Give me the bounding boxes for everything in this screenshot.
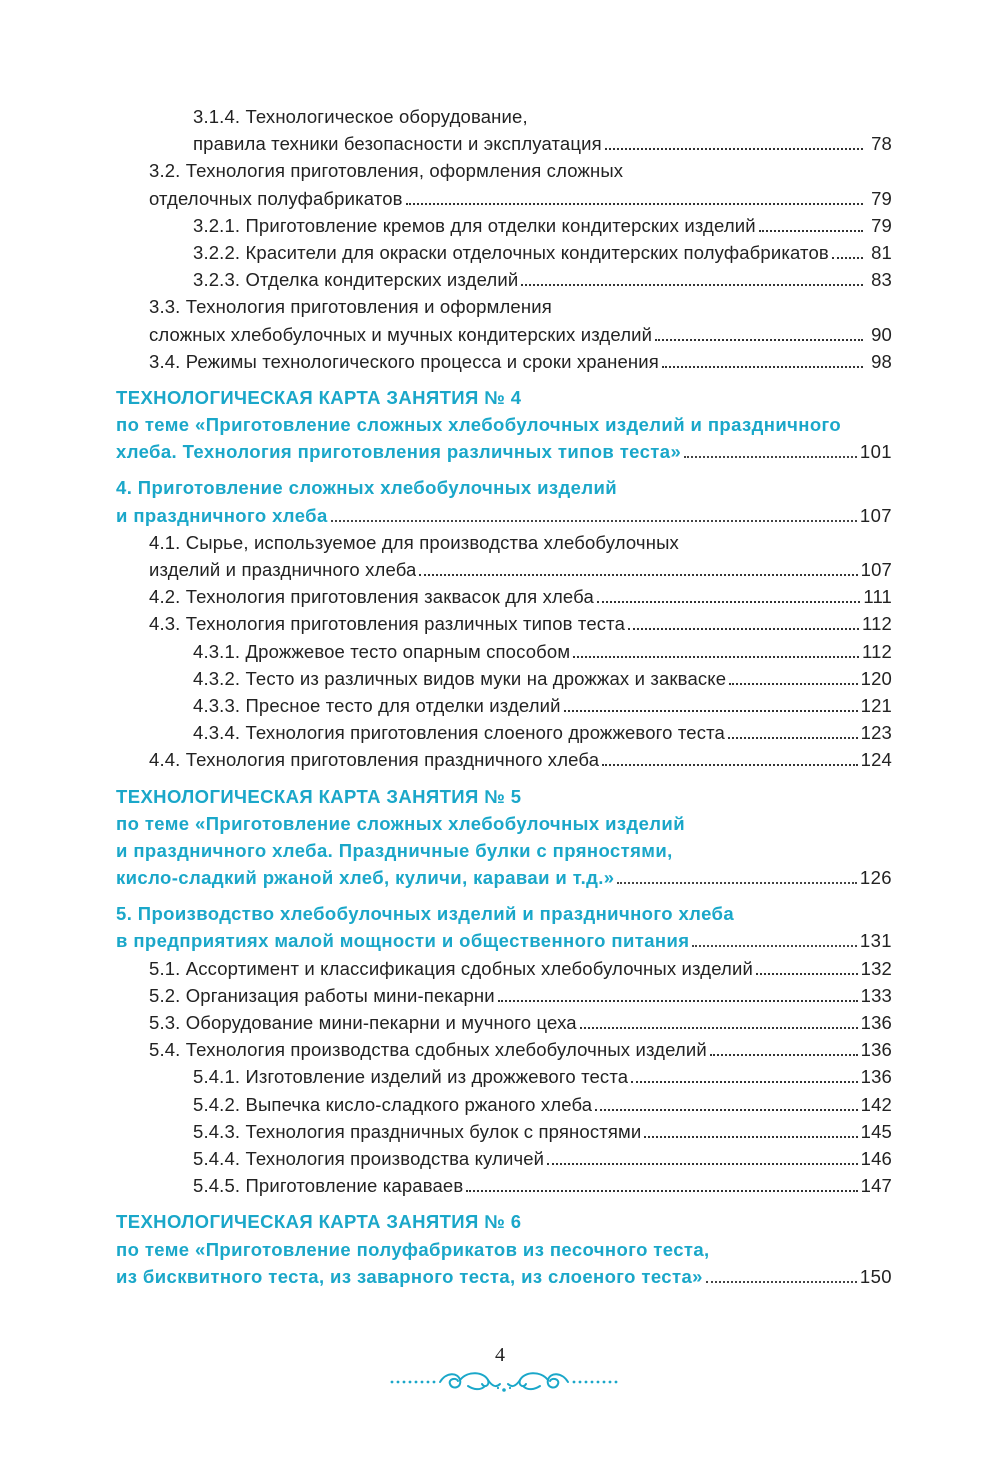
toc-page-number: 120 bbox=[860, 667, 892, 689]
toc-entry-title: 5.4.4. Технология производства куличей bbox=[193, 1147, 545, 1169]
toc-entry-title: 3.2. Технология приготовления, оформления сложных bbox=[149, 160, 624, 182]
toc-entry-title: 5. Производство хлебобулочных изделий и праздничного хлеба bbox=[116, 903, 735, 925]
toc-entry-line bbox=[116, 556, 892, 583]
toc-entry-title: ТЕХНОЛОГИЧЕСКАЯ КАРТА ЗАНЯТИЯ № 6 bbox=[116, 1211, 522, 1233]
dot-leader bbox=[655, 339, 863, 341]
dot-leader bbox=[547, 1163, 858, 1165]
toc-page-number: 150 bbox=[859, 1265, 892, 1287]
toc-entry-line bbox=[116, 1118, 892, 1145]
toc-page-number: 145 bbox=[860, 1120, 892, 1142]
toc-page-number: 79 bbox=[871, 214, 892, 236]
page-number: 4 bbox=[495, 1344, 505, 1366]
toc-entry-title: кисло-сладкий ржаной хлеб, куличи, караваи и т.д.» bbox=[116, 867, 615, 889]
toc-entry-line bbox=[116, 1063, 892, 1090]
toc-entry-title: отделочных полуфабрикатов bbox=[149, 187, 403, 209]
toc-entry-line bbox=[116, 1172, 892, 1199]
toc-entry-title: по теме «Приготовление сложных хлебобулочных изделий bbox=[116, 812, 685, 834]
toc-page-number: 126 bbox=[859, 867, 892, 889]
toc-entry-title: 4.3.4. Технология приготовления слоеного дрожжевого теста bbox=[193, 722, 725, 744]
toc-entry-line bbox=[116, 583, 892, 610]
toc-entry-line bbox=[116, 610, 892, 637]
toc-entry-title: хлеба. Технология приготовления различных типов теста» bbox=[116, 441, 682, 463]
toc-page-number: 132 bbox=[860, 957, 892, 979]
toc-heading-line bbox=[116, 810, 892, 837]
toc-entry-line bbox=[116, 1009, 892, 1036]
toc-entry-title: в предприятиях малой мощности и общественного питания bbox=[116, 930, 690, 952]
section-gap bbox=[116, 465, 892, 474]
section-gap bbox=[116, 891, 892, 900]
toc-page-number: 136 bbox=[860, 1039, 892, 1061]
toc-heading-line bbox=[116, 1263, 892, 1290]
toc-page-number: 133 bbox=[860, 984, 892, 1006]
toc-page-number: 131 bbox=[859, 930, 892, 952]
toc-entry-line bbox=[116, 130, 892, 157]
toc-entry-title: 4.3.2. Тесто из различных видов муки на дрожжах и закваске bbox=[193, 667, 727, 689]
toc-entry-title: сложных хлебобулочных и мучных кондитерских изделий bbox=[149, 323, 653, 345]
toc-entry-title: 4.1. Сырье, используемое для производства хлебобулочных bbox=[149, 531, 679, 553]
toc-entry-title: 3.2.1. Приготовление кремов для отделки кондитерских изделий bbox=[193, 214, 756, 236]
toc-entry-title: 5.3. Оборудование мини-пекарни и мучного цеха bbox=[149, 1012, 577, 1033]
toc-entry-title: и праздничного хлеба bbox=[116, 504, 328, 526]
toc-entry-line bbox=[116, 239, 892, 266]
toc-entry-title: 5.1. Ассортимент и классификация сдобных хлебобулочных изделий bbox=[149, 957, 753, 979]
toc-entry-title: 5.2. Организация работы мини-пекарни bbox=[149, 984, 495, 1006]
toc-page-number: 121 bbox=[860, 694, 892, 716]
toc-entry-title: 5.4.2. Выпечка кисло-сладкого ржаного хлеба bbox=[193, 1093, 593, 1115]
toc-heading-line bbox=[116, 900, 892, 927]
dot-leader bbox=[580, 1027, 858, 1029]
toc-heading-line bbox=[116, 411, 892, 438]
dot-leader bbox=[406, 203, 863, 205]
dot-leader bbox=[617, 882, 856, 884]
toc-entry-line bbox=[116, 746, 892, 773]
toc-entry-title: 4.3.1. Дрожжевое тесто опарным способом bbox=[193, 640, 571, 662]
toc-entry-title: по теме «Приготовление сложных хлебобулочных изделий и праздничного bbox=[116, 414, 842, 436]
toc-entry-title: 5.4.1. Изготовление изделий из дрожжевого теста bbox=[193, 1066, 629, 1088]
toc-page-number: 147 bbox=[860, 1175, 892, 1197]
toc-page-number: 124 bbox=[860, 749, 892, 771]
decorative-flourish-icon bbox=[388, 1368, 620, 1394]
toc-entry-line bbox=[116, 212, 892, 239]
dot-leader bbox=[597, 601, 861, 603]
dot-leader bbox=[521, 284, 863, 286]
toc-entry-title: 4.2. Технология приготовления заквасок для хлеба bbox=[149, 586, 594, 608]
toc-entry-title: по теме «Приготовление полуфабрикатов из песочного теста, bbox=[116, 1238, 710, 1260]
toc-page-number: 136 bbox=[860, 1066, 892, 1088]
dot-leader bbox=[605, 148, 863, 150]
dot-leader bbox=[684, 456, 857, 458]
toc-page-number: 136 bbox=[860, 1012, 892, 1033]
toc-entry-title: ТЕХНОЛОГИЧЕСКАЯ КАРТА ЗАНЯТИЯ № 4 bbox=[116, 386, 522, 408]
toc-heading-line bbox=[116, 1236, 892, 1263]
dot-leader bbox=[692, 945, 856, 947]
dot-leader bbox=[759, 230, 863, 232]
toc-entry-line bbox=[116, 529, 892, 556]
toc-entry-line bbox=[116, 348, 892, 375]
toc-heading-line bbox=[116, 864, 892, 891]
dot-leader bbox=[331, 520, 857, 522]
toc-entry-title: изделий и праздничного хлеба bbox=[149, 559, 417, 580]
toc-entry-line bbox=[116, 1091, 892, 1118]
dot-leader bbox=[602, 764, 858, 766]
toc-entry-title: 4.3. Технология приготовления различных типов теста bbox=[149, 613, 626, 635]
toc-entry-title: 3.2.2. Красители для окраски отделочных кондитерских полуфабрикатов bbox=[193, 241, 829, 263]
toc-entry-line bbox=[116, 321, 892, 348]
toc-entry-title: ТЕХНОЛОГИЧЕСКАЯ КАРТА ЗАНЯТИЯ № 5 bbox=[116, 785, 522, 807]
dot-leader bbox=[710, 1054, 858, 1056]
dot-leader bbox=[644, 1136, 857, 1138]
toc-heading-line bbox=[116, 474, 892, 501]
toc-entry-title: 3.3. Технология приготовления и оформления bbox=[149, 296, 552, 318]
toc-entry-line bbox=[116, 665, 892, 692]
toc-entry-line bbox=[116, 638, 892, 665]
toc-entry-title: из бисквитного теста, из заварного теста, из слоеного теста» bbox=[116, 1265, 703, 1287]
toc-page-number: 111 bbox=[863, 586, 892, 608]
toc-entry-title: и праздничного хлеба. Праздничные булки с пряностями, bbox=[116, 839, 673, 861]
toc-page-number: 83 bbox=[871, 269, 892, 291]
section-gap bbox=[116, 375, 892, 384]
toc-page-number: 90 bbox=[871, 323, 892, 345]
toc-entry-title: 3.1.4. Технологическое оборудование, bbox=[193, 106, 528, 127]
toc-entry-title: 3.2.3. Отделка кондитерских изделий bbox=[193, 269, 519, 291]
toc-page-number: 98 bbox=[871, 350, 892, 372]
toc-entry-line bbox=[116, 157, 892, 184]
toc-entry-line bbox=[116, 692, 892, 719]
dot-leader bbox=[595, 1109, 857, 1111]
toc-entry-line bbox=[116, 1145, 892, 1172]
section-gap bbox=[116, 774, 892, 783]
toc-entry-title: 4. Приготовление сложных хлебобулочных изделий bbox=[116, 477, 618, 499]
toc-entry-title: 5.4. Технология производства сдобных хлебобулочных изделий bbox=[149, 1039, 707, 1061]
toc-entry-line bbox=[116, 103, 892, 130]
toc-entry-line bbox=[116, 266, 892, 293]
dot-leader bbox=[631, 1081, 857, 1083]
toc-page-number: 112 bbox=[862, 613, 892, 635]
dot-leader bbox=[662, 366, 863, 368]
toc-page-number: 101 bbox=[859, 441, 892, 463]
dot-leader bbox=[728, 737, 858, 739]
toc-page-number: 142 bbox=[860, 1093, 892, 1115]
toc-entry-title: правила техники безопасности и эксплуатация bbox=[193, 133, 602, 155]
toc-entry-title: 4.3.3. Пресное тесто для отделки изделий bbox=[193, 694, 561, 716]
toc-heading-line bbox=[116, 927, 892, 954]
toc-page-number: 112 bbox=[862, 640, 892, 662]
toc-heading-line bbox=[116, 502, 892, 529]
toc-page-number: 123 bbox=[860, 722, 892, 744]
toc-entry-title: 5.4.3. Технология праздничных булок с пряностями bbox=[193, 1120, 642, 1142]
toc-entry-line bbox=[116, 1036, 892, 1063]
dot-leader bbox=[706, 1281, 857, 1283]
dot-leader bbox=[564, 710, 858, 712]
toc-heading-line bbox=[116, 837, 892, 864]
toc-entry-line bbox=[116, 955, 892, 982]
toc-entry-line bbox=[116, 719, 892, 746]
dot-leader bbox=[466, 1190, 857, 1192]
toc-page-number: 146 bbox=[860, 1147, 892, 1169]
dot-leader bbox=[729, 683, 857, 685]
toc-entry-title: 3.4. Режимы технологического процесса и сроки хранения bbox=[149, 350, 659, 372]
section-gap bbox=[116, 1199, 892, 1208]
toc-entry-line bbox=[116, 293, 892, 320]
toc-entry-title: 5.4.5. Приготовление караваев bbox=[193, 1175, 464, 1197]
toc-heading-line bbox=[116, 1208, 892, 1235]
dot-leader bbox=[832, 257, 863, 259]
toc-heading-line bbox=[116, 384, 892, 411]
dot-leader bbox=[498, 1000, 858, 1002]
toc-page-number: 107 bbox=[859, 504, 892, 526]
toc-entry-title: 4.4. Технология приготовления праздничного хлеба bbox=[149, 749, 600, 771]
toc-page-number: 79 bbox=[871, 187, 892, 209]
toc-page-number: 107 bbox=[860, 559, 892, 580]
dot-leader bbox=[419, 574, 857, 576]
toc-entry-line bbox=[116, 982, 892, 1009]
toc-page-number: 78 bbox=[871, 133, 892, 155]
toc-page-number: 81 bbox=[871, 241, 892, 263]
toc-entry-line bbox=[116, 185, 892, 212]
dot-leader bbox=[756, 973, 858, 975]
dot-leader bbox=[628, 628, 859, 630]
table-of-contents bbox=[116, 103, 892, 1290]
toc-heading-line bbox=[116, 438, 892, 465]
toc-heading-line bbox=[116, 783, 892, 810]
dot-leader bbox=[573, 656, 859, 658]
